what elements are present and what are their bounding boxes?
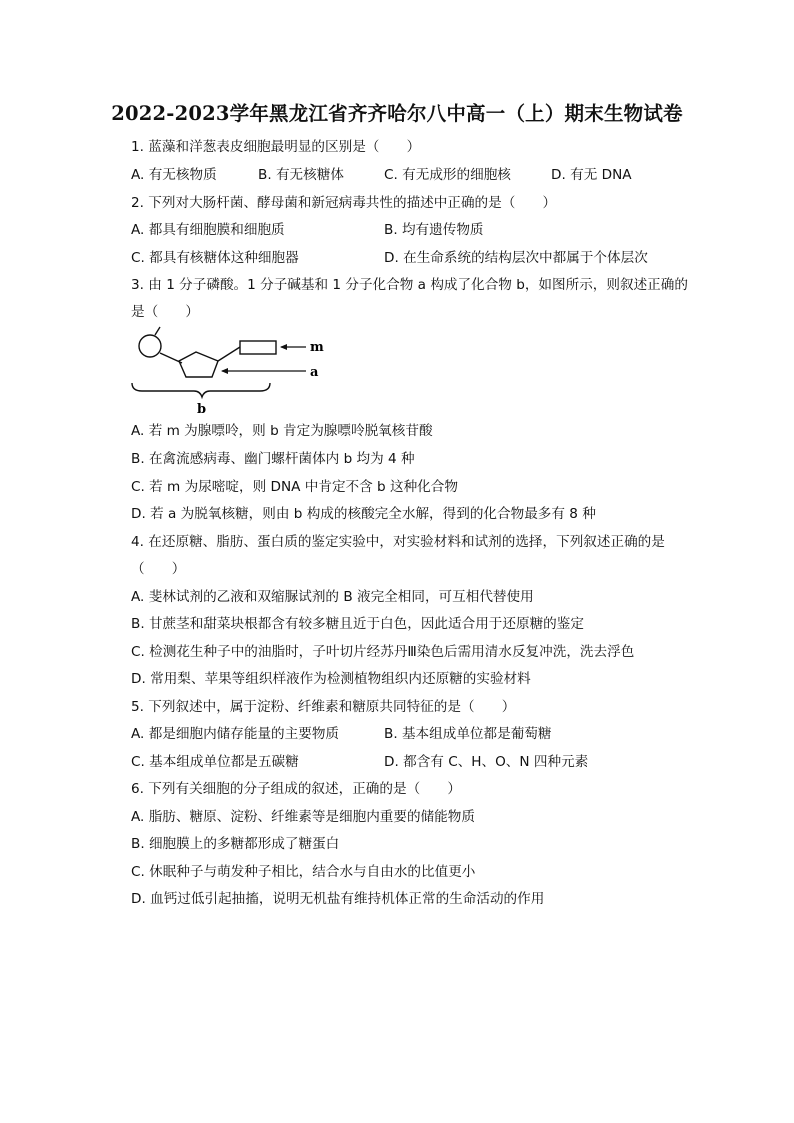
q4-option-c: C. 检测花生种子中的油脂时，子叶切片经苏丹Ⅲ染色后需用清水反复冲洗，洗去浮色: [131, 644, 635, 660]
nucleotide-diagram: [130, 325, 340, 420]
q3-stem-line2: 是（ ）: [131, 304, 199, 320]
q4-stem-line2: （ ）: [131, 561, 186, 577]
q6-option-a: A. 脂肪、糖原、淀粉、纤维素等是细胞内重要的储能物质: [131, 809, 475, 825]
q5-option-a: A. 都是细胞内储存能量的主要物质: [131, 726, 340, 742]
q3-option-b: B. 在禽流感病毒、幽门螺杆菌体内 b 均为 4 种: [131, 451, 415, 467]
q1-option-c: C. 有无成形的细胞核: [384, 167, 511, 183]
q1-option-b: B. 有无核糖体: [258, 167, 344, 183]
sugar-base-bond: [218, 347, 240, 361]
q2-option-c: C. 都具有核糖体这种细胞器: [131, 250, 299, 266]
q6-stem: 6. 下列有关细胞的分子组成的叙述，正确的是（ ）: [131, 781, 461, 797]
q1-option-d: D. 有无 DNA: [551, 167, 632, 183]
q2-option-d: D. 在生命系统的结构层次中都属于个体层次: [384, 250, 648, 266]
q4-option-d: D. 常用梨、苹果等组织样液作为检测植物组织内还原糖的实验材料: [131, 671, 531, 687]
q4-option-a: A. 斐林试剂的乙液和双缩脲试剂的 B 液完全相同，可互相代替使用: [131, 589, 534, 605]
q2-stem: 2. 下列对大肠杆菌、酵母菌和新冠病毒共性的描述中正确的是（ ）: [131, 195, 557, 211]
q3-option-a: A. 若 m 为腺嘌呤，则 b 肯定为腺嘌呤脱氧核苷酸: [131, 423, 433, 439]
phosphate-bond: [155, 327, 160, 335]
q2-option-a: A. 都具有细胞膜和细胞质: [131, 222, 285, 238]
q3-option-d: D. 若 a 为脱氧核糖，则由 b 构成的核酸完全水解，得到的化合物最多有 8 种: [131, 506, 596, 522]
label-m: m: [310, 340, 324, 355]
arrow-m-head: [280, 344, 287, 350]
label-a: a: [310, 365, 319, 380]
q6-option-d: D. 血钙过低引起抽搐，说明无机盐有维持机体正常的生命活动的作用: [131, 891, 545, 907]
brace-b: [132, 383, 270, 397]
pentose-ring: [179, 352, 218, 377]
arrow-a-head: [221, 368, 228, 374]
exam-title: 2022-2023学年黑龙江省齐齐哈尔八中高一（上）期末生物试卷: [111, 102, 683, 125]
q2-option-b: B. 均有遗传物质: [384, 222, 484, 238]
q1-option-a: A. 有无核物质: [131, 167, 217, 183]
phosphate-circle: [139, 335, 161, 357]
q5-option-b: B. 基本组成单位都是葡萄糖: [384, 726, 552, 742]
q4-stem-line1: 4. 在还原糖、脂肪、蛋白质的鉴定实验中，对实验材料和试剂的选择，下列叙述正确的是: [131, 534, 665, 550]
q4-option-b: B. 甘蔗茎和甜菜块根都含有较多糖且近于白色，因此适合用于还原糖的鉴定: [131, 616, 584, 632]
q3-option-c: C. 若 m 为尿嘧啶，则 DNA 中肯定不含 b 这种化合物: [131, 479, 458, 495]
base-rectangle: [240, 341, 276, 354]
q6-option-b: B. 细胞膜上的多糖都形成了糖蛋白: [131, 836, 340, 852]
q5-stem: 5. 下列叙述中，属于淀粉、纤维素和糖原共同特征的是（ ）: [131, 699, 516, 715]
q5-option-c: C. 基本组成单位都是五碳糖: [131, 754, 299, 770]
q6-option-c: C. 休眠种子与萌发种子相比，结合水与自由水的比值更小: [131, 864, 476, 880]
label-b: b: [197, 402, 207, 417]
q5-option-d: D. 都含有 C、H、O、N 四种元素: [384, 754, 589, 770]
q3-stem-line1: 3. 由 1 分子磷酸。1 分子碱基和 1 分子化合物 a 构成了化合物 b，如图所示，则叙述正确的: [131, 277, 688, 293]
q1-stem: 1. 蓝藻和洋葱表皮细胞最明显的区别是（ ）: [131, 139, 421, 155]
